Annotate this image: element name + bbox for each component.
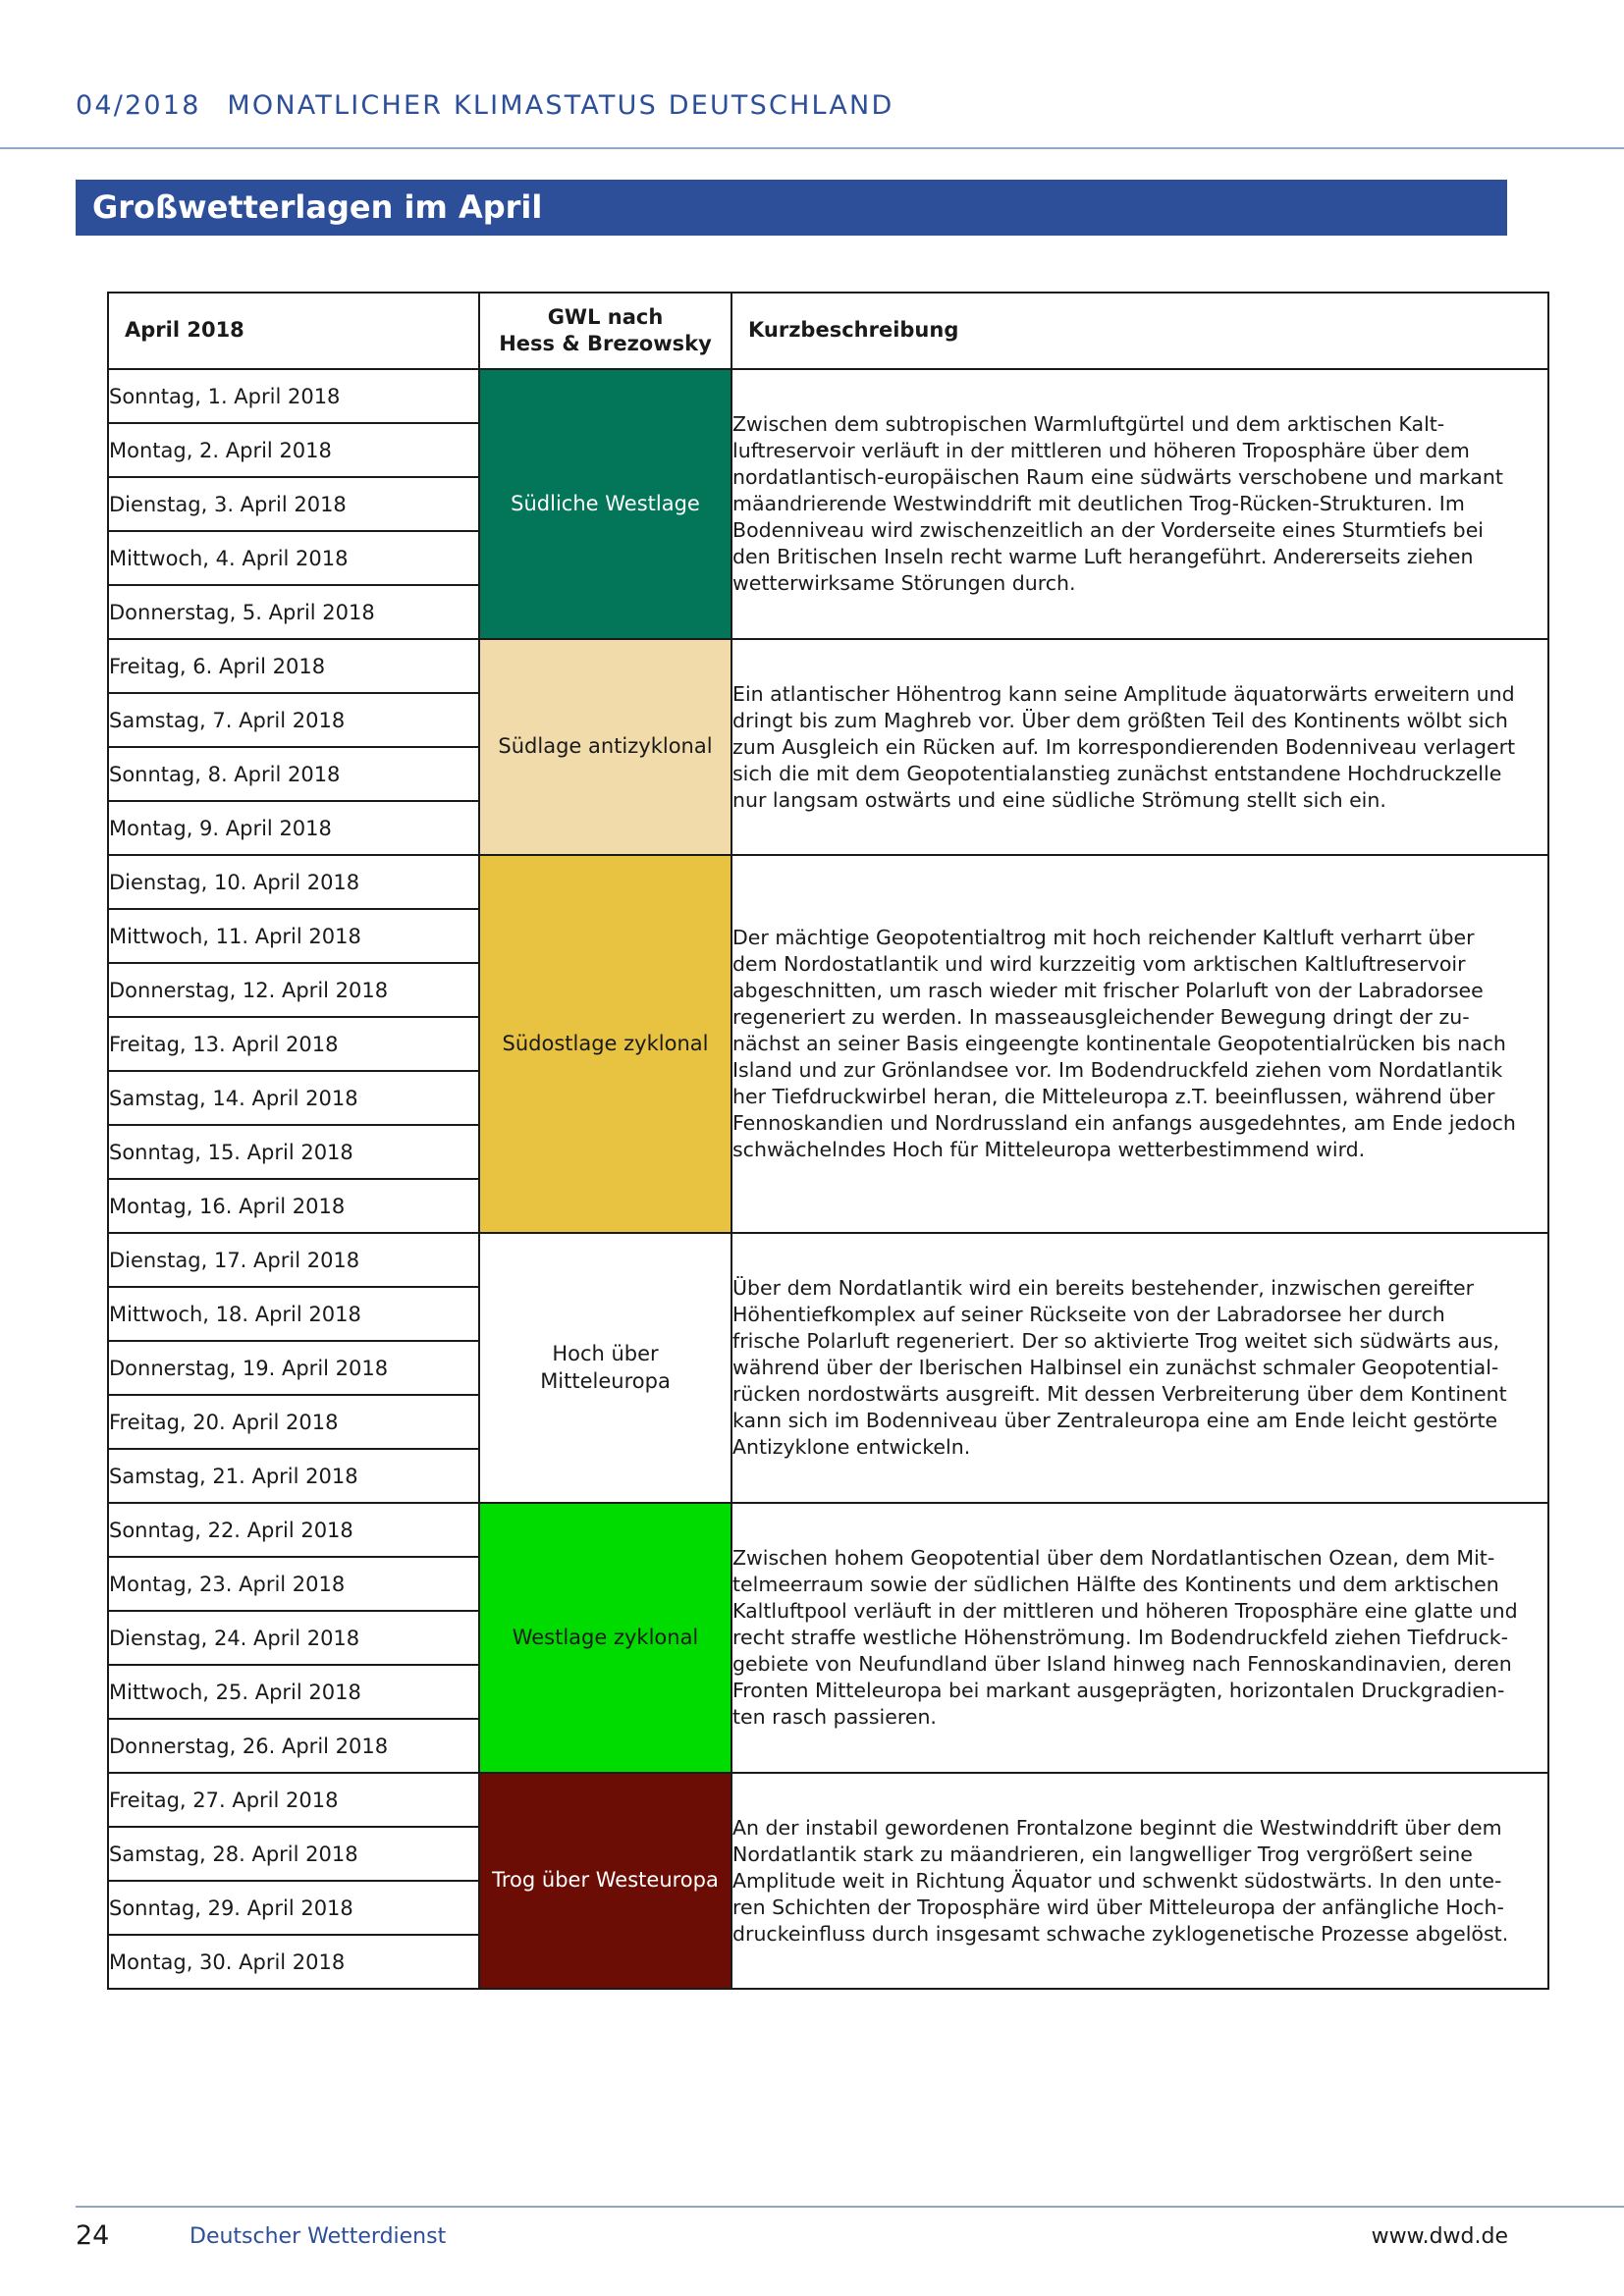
- description-text: An der instabil gewordenen Frontalzone beginnt die Westwinddrift über dem Nordatlantik stark zu mäandrieren, ein langwelliger Trog vergrößert seine Amplitude weit in Richtung Äquator und schwenkt südostwärts. In den unte- ren Schichten der Troposphäre wird über Mitteleuropa der anfängliche Hoch- druckeinfluss durch insgesamt schwache zyklogenetische Prozesse abgelöst.: [732, 1815, 1509, 1946]
- date-cell: Montag, 30. April 2018: [108, 1935, 479, 1989]
- date-cell: Montag, 2. April 2018: [108, 423, 479, 477]
- running-header: [76, 90, 893, 121]
- weather-pattern-table: [107, 292, 1549, 1990]
- description-cell: [731, 639, 1548, 855]
- gwl-cell: [479, 369, 731, 639]
- gwl-label: Westlage zyklonal: [512, 1625, 699, 1649]
- date-cell: Samstag, 7. April 2018: [108, 693, 479, 747]
- date-cell: Montag, 9. April 2018: [108, 801, 479, 855]
- date-cell: Samstag, 28. April 2018: [108, 1827, 479, 1881]
- publication-title: MONATLICHER KLIMASTATUS DEUTSCHLAND: [227, 90, 894, 121]
- table-row: [108, 855, 1548, 909]
- table-row: [108, 1503, 1548, 1557]
- gwl-cell: [479, 1233, 731, 1503]
- column-header-date: April 2018: [108, 293, 479, 369]
- date-cell: Mittwoch, 11. April 2018: [108, 909, 479, 963]
- date-cell: Donnerstag, 12. April 2018: [108, 963, 479, 1017]
- gwl-label: Trog über Westeuropa: [492, 1868, 719, 1893]
- description-text: Zwischen dem subtropischen Warmluftgürtel und dem arktischen Kalt- luftreservoir verläuft in der mittleren und höheren Troposphäre über dem nordatlantisch-europäischen Raum eine südwärts verschobene und markant mäandrierende Westwinddrift mit deutlichen Trog-Rücken-Strukturen. Im Bodenniveau wird zwischenzeitlich an der Vorderseite eines Sturmtiefs bei den Britischen Inseln recht warme Luft herangeführt. Andererseits ziehen wetterwirksame Störungen durch.: [732, 412, 1503, 595]
- description-cell: [731, 369, 1548, 639]
- section-title: Großwetterlagen im April: [76, 180, 1507, 236]
- date-cell: Donnerstag, 19. April 2018: [108, 1341, 479, 1395]
- column-header-gwl: GWL nach Hess & Brezowsky: [479, 293, 731, 369]
- date-cell: Sonntag, 1. April 2018: [108, 369, 479, 423]
- table-row: [108, 1773, 1548, 1827]
- footer-divider: [76, 2206, 1624, 2208]
- description-text: Über dem Nordatlantik wird ein bereits bestehender, inzwischen gereifter Höhentiefkomplex auf seiner Rückseite von der Labradorsee her durch frische Polarluft regeneriert. Der so aktivierte Trog weitet sich südwärts aus, während über der Iberischen Halbinsel ein zunächst schmaler Geopotential- rücken nordostwärts ausgreift. Mit dessen Verbreiterung über dem Kontinent kann sich im Bodenniveau über Zentraleuropa eine am Ende leicht gestörte Antizyklone entwickeln.: [732, 1276, 1507, 1459]
- gwl-label: Südlage antizyklonal: [498, 734, 713, 759]
- gwl-cell: [479, 1773, 731, 1989]
- gwl-cell: [479, 639, 731, 855]
- date-cell: Samstag, 21. April 2018: [108, 1449, 479, 1503]
- description-cell: [731, 1773, 1548, 1989]
- date-cell: Freitag, 13. April 2018: [108, 1017, 479, 1071]
- issue-number: 04/2018: [76, 90, 201, 121]
- table-row: [108, 639, 1548, 693]
- date-cell: Sonntag, 15. April 2018: [108, 1125, 479, 1179]
- header-divider: [0, 147, 1624, 149]
- table-header-row: [108, 293, 1548, 369]
- description-text: Zwischen hohem Geopotential über dem Nordatlantischen Ozean, dem Mit- telmeerraum sowie der südlichen Hälfte des Kontinents und dem arktischen Kaltluftpool verläuft in der mittleren und höheren Troposphäre eine glatte und recht straffe westliche Höhenströmung. Im Bodendruckfeld ziehen Tiefdruck- gebiete von Neufundland über Island hinweg nach Fennoskandinavien, deren Fronten Mitteleuropa bei markant ausgeprägten, horizontalen Druckgradien- ten rasch passieren.: [732, 1546, 1518, 1729]
- date-cell: Donnerstag, 5. April 2018: [108, 585, 479, 639]
- date-cell: Samstag, 14. April 2018: [108, 1071, 479, 1125]
- date-cell: Montag, 16. April 2018: [108, 1179, 479, 1233]
- table-row: [108, 1233, 1548, 1287]
- gwl-label: Südostlage zyklonal: [502, 1031, 709, 1055]
- date-cell: Montag, 23. April 2018: [108, 1557, 479, 1611]
- description-cell: [731, 855, 1548, 1233]
- gwl-cell: [479, 855, 731, 1233]
- gwl-cell: [479, 1503, 731, 1773]
- gwl-label: Hoch über Mitteleuropa: [540, 1342, 671, 1393]
- description-cell: [731, 1503, 1548, 1773]
- date-cell: Dienstag, 17. April 2018: [108, 1233, 479, 1287]
- footer-url: www.dwd.de: [1371, 2224, 1508, 2249]
- date-cell: Sonntag, 8. April 2018: [108, 747, 479, 801]
- date-cell: Dienstag, 24. April 2018: [108, 1611, 479, 1665]
- description-cell: [731, 1233, 1548, 1503]
- table-body: [108, 369, 1548, 1989]
- date-cell: Dienstag, 3. April 2018: [108, 477, 479, 531]
- date-cell: Freitag, 20. April 2018: [108, 1395, 479, 1449]
- table-row: [108, 369, 1548, 423]
- description-text: Ein atlantischer Höhentrog kann seine Amplitude äquatorwärts erweitern und dringt bis zum Maghreb vor. Über dem größten Teil des Kontinents wölbt sich zum Ausgleich ein Rücken auf. Im korrespondierenden Bodenniveau verlagert sich die mit dem Geopotentialanstieg zunächst entstandene Hochdruckzelle nur langsam ostwärts und eine südliche Strömung stellt sich ein.: [732, 681, 1516, 812]
- date-cell: Donnerstag, 26. April 2018: [108, 1719, 479, 1773]
- date-cell: Mittwoch, 25. April 2018: [108, 1665, 479, 1719]
- column-header-description: Kurzbeschreibung: [731, 293, 1548, 369]
- date-cell: Freitag, 6. April 2018: [108, 639, 479, 693]
- date-cell: Sonntag, 29. April 2018: [108, 1881, 479, 1935]
- date-cell: Freitag, 27. April 2018: [108, 1773, 479, 1827]
- description-text: Der mächtige Geopotentialtrog mit hoch reichender Kaltluft verharrt über dem Nordostatlantik und wird kurzzeitig vom arktischen Kaltluftreservoir abgeschnitten, um rasch wieder mit frischer Polarluft von der Labradorsee regeneriert zu werden. In masseausgleichender Bewegung dringt der zu- nächst an seiner Basis eingeengte kontinentale Geopotentialrücken bis nach Island und zur Grönlandsee vor. Im Bodendruckfeld ziehen vom Nordatlantik her Tiefdruckwirbel heran, die Mitteleuropa z.T. beeinflussen, während über Fennoskandien und Nordrussland ein anfangs ausgedehntes, am Ende jedoch schwächelndes Hoch für Mitteleuropa wetterbestimmend wird.: [732, 926, 1516, 1161]
- date-cell: Dienstag, 10. April 2018: [108, 855, 479, 909]
- date-cell: Mittwoch, 4. April 2018: [108, 531, 479, 585]
- date-cell: Sonntag, 22. April 2018: [108, 1503, 479, 1557]
- footer-organization: Deutscher Wetterdienst: [189, 2224, 447, 2249]
- gwl-label: Südliche Westlage: [511, 491, 700, 515]
- page-number: 24: [76, 2220, 110, 2251]
- date-cell: Mittwoch, 18. April 2018: [108, 1287, 479, 1341]
